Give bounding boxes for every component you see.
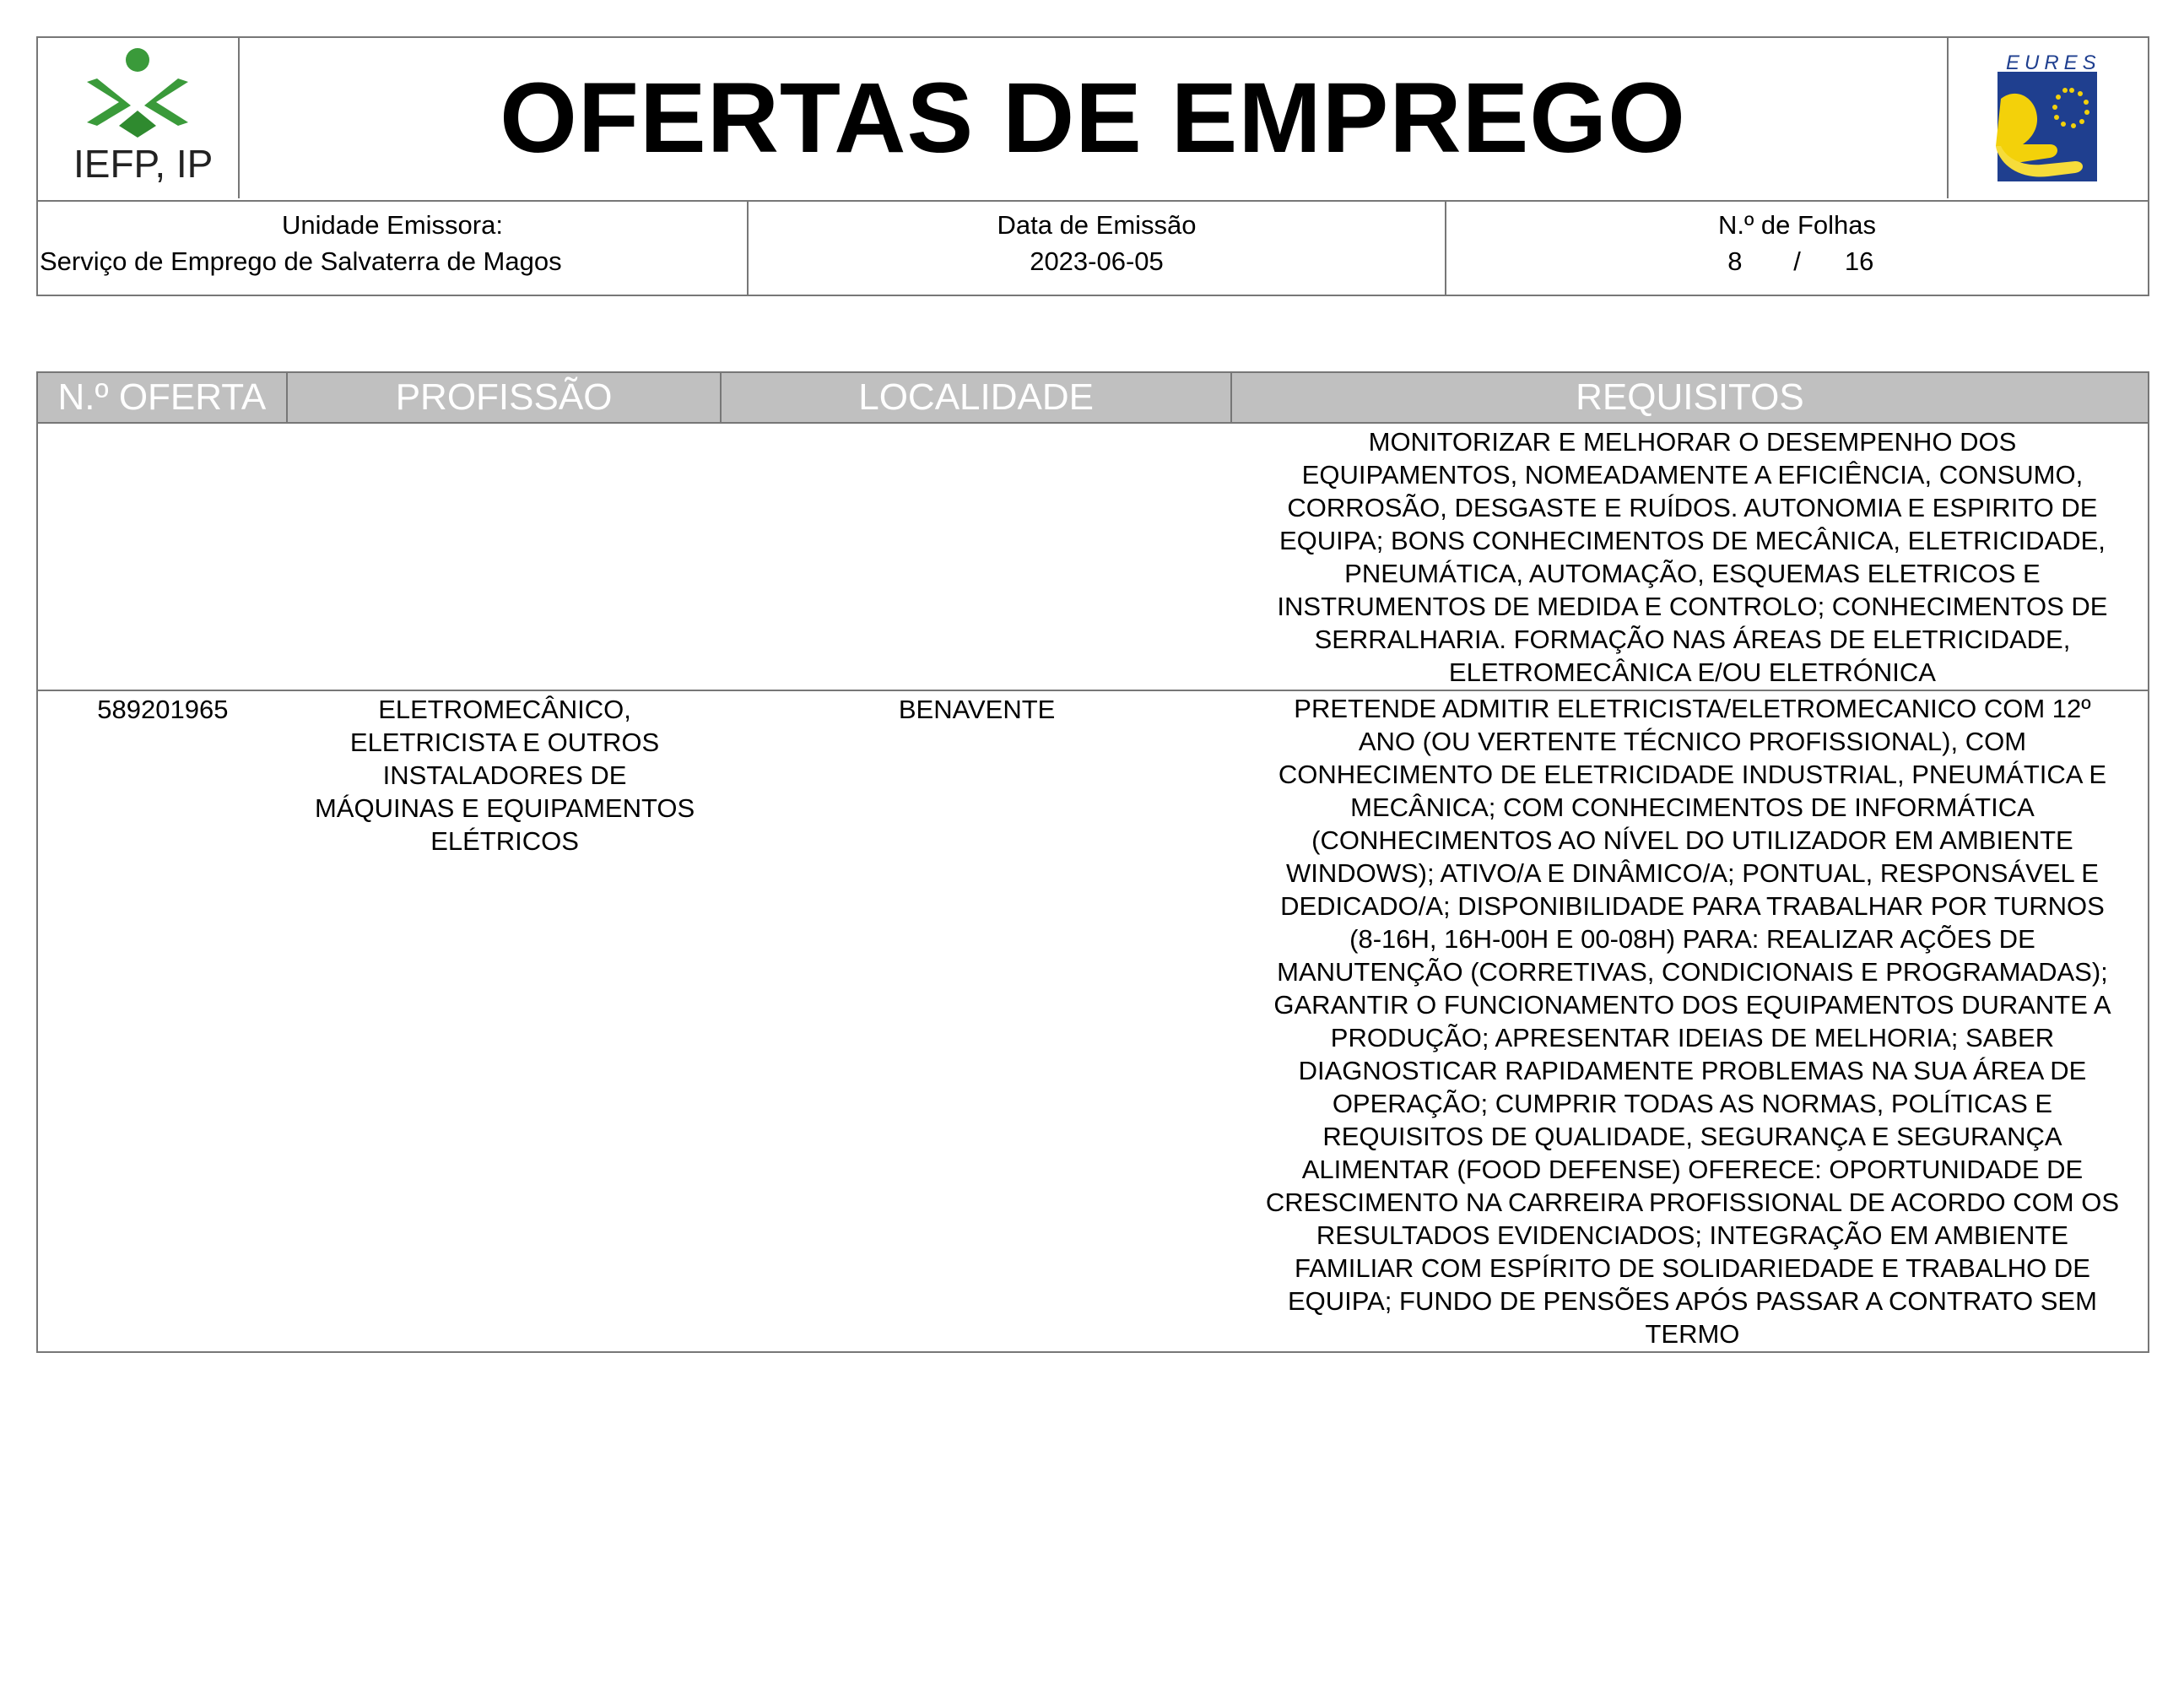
requirements-line: RESULTADOS EVIDENCIADOS; INTEGRAÇÃO EM AMBIENTE	[1316, 1220, 2068, 1250]
requirements-line: OPERAÇÃO; CUMPRIR TODAS AS NORMAS, POLÍTICAS E	[1332, 1089, 2053, 1118]
requirements-line: INSTRUMENTOS DE MEDIDA E CONTROLO; CONHECIMENTOS DE	[1277, 592, 2108, 621]
iefp-logo	[38, 38, 240, 198]
iefp-logo-text: IEFP, IP	[73, 142, 214, 186]
profession-line: ELÉTRICOS	[430, 826, 579, 856]
requirements-line: MONITORIZAR E MELHORAR O DESEMPENHO DOS	[1368, 427, 2017, 457]
date-label: Data de Emissão	[997, 210, 1197, 240]
header-title-row	[38, 38, 2148, 202]
document-header	[36, 36, 2149, 296]
location-cell: BENAVENTE	[898, 695, 1056, 724]
eures-logo	[1947, 38, 2148, 198]
profession-line: MÁQUINAS E EQUIPAMENTOS	[314, 793, 695, 823]
requirements-line: (CONHECIMENTOS AO NÍVEL DO UTILIZADOR EM AMBIENTE	[1311, 825, 2073, 855]
requirements-line: PNEUMÁTICA, AUTOMAÇÃO, ESQUEMAS ELETRICOS E	[1344, 559, 2041, 588]
profession-line: INSTALADORES DE	[382, 760, 627, 790]
table-header	[38, 373, 2148, 424]
column-header-location: LOCALIDADE	[722, 373, 1232, 422]
requirements-line: TERMO	[1645, 1319, 1740, 1349]
requirements-line: DIAGNOSTICAR RAPIDAMENTE PROBLEMAS NA SUA ÁREA DE	[1298, 1056, 2087, 1085]
offer-number-cell	[38, 424, 288, 690]
page-title: OFERTAS DE EMPREGO	[500, 62, 1686, 174]
sheet-current: 8	[1727, 246, 1743, 276]
table-row	[38, 424, 2148, 691]
issuer-cell	[38, 200, 749, 295]
requirements-line: MECÂNICA; COM CONHECIMENTOS DE INFORMÁTICA	[1350, 793, 2035, 822]
requirements-line: CORROSÃO, DESGASTE E RUÍDOS. AUTONOMIA E ESPIRITO DE	[1287, 493, 2098, 522]
column-header-offer: N.º OFERTA	[38, 373, 288, 422]
job-offers-table	[36, 371, 2149, 1353]
requirements-line: GARANTIR O FUNCIONAMENTO DOS EQUIPAMENTOS DURANTE A	[1273, 990, 2111, 1020]
issuer-value: Serviço de Emprego de Salvaterra de Magos	[40, 246, 562, 276]
requirements-line: CRESCIMENTO NA CARREIRA PROFISSIONAL DE ACORDO COM OS	[1265, 1188, 2119, 1217]
sheet-separator: /	[1793, 246, 1801, 276]
table-body	[38, 424, 2148, 1351]
profession-line: ELETRICISTA E OUTROS	[349, 728, 660, 757]
requirements-line: (8-16H, 16H-00H E 00-08H) PARA: REALIZAR AÇÕES DE	[1349, 924, 2035, 954]
date-cell	[749, 200, 1446, 295]
issuer-label: Unidade Emissora:	[282, 210, 503, 240]
requirements-line: EQUIPA; FUNDO DE PENSÕES APÓS PASSAR A CONTRATO SEM	[1287, 1286, 2097, 1316]
requirements-line: PRODUÇÃO; APRESENTAR IDEIAS DE MELHORIA; SABER	[1330, 1023, 2055, 1052]
profession-cell	[288, 691, 722, 1351]
profession-cell	[288, 424, 722, 690]
requirements-line: ELETROMECÂNICA E/OU ELETRÓNICA	[1448, 657, 1936, 687]
column-header-requirements: REQUISITOS	[1576, 376, 1804, 418]
date-value: 2023-06-05	[1030, 246, 1164, 276]
requirements-line: CONHECIMENTO DE ELETRICIDADE INDUSTRIAL, PNEUMÁTICA E	[1278, 760, 2107, 789]
requirements-cell	[1232, 424, 2148, 690]
requirements-line: EQUIPA; BONS CONHECIMENTOS DE MECÂNICA, ELETRICIDADE,	[1279, 526, 2106, 555]
offer-number-cell: 589201965	[97, 695, 229, 724]
location-cell	[722, 424, 1232, 690]
requirements-line: ALIMENTAR (FOOD DEFENSE) OFERECE: OPORTUNIDADE DE	[1301, 1155, 2084, 1184]
requirements-line: EQUIPAMENTOS, NOMEADAMENTE A EFICIÊNCIA, CONSUMO,	[1301, 460, 2084, 490]
requirements-line: PRETENDE ADMITIR ELETRICISTA/ELETROMECANICO COM 12º	[1294, 694, 2091, 723]
sheets-value	[1446, 246, 2148, 277]
column-header-profession: PROFISSÃO	[288, 373, 722, 422]
eures-logo-text: EURES	[2006, 51, 2101, 74]
requirements-line: FAMILIAR COM ESPÍRITO DE SOLIDARIEDADE E TRABALHO DE	[1295, 1253, 2090, 1283]
table-row	[38, 691, 2148, 1351]
requirements-line: MANUTENÇÃO (CORRETIVAS, CONDICIONAIS E PROGRAMADAS);	[1277, 957, 2108, 987]
requirements-line: WINDOWS); ATIVO/A E DINÂMICO/A; PONTUAL, RESPONSÁVEL E	[1285, 858, 2099, 888]
profession-line: ELETROMECÂNICO,	[378, 695, 631, 724]
requirements-line: ANO (OU VERTENTE TÉCNICO PROFISSIONAL), COM	[1358, 727, 2027, 756]
requirements-line: DEDICADO/A; DISPONIBILIDADE PARA TRABALHAR POR TURNOS	[1280, 891, 2105, 921]
sheets-cell	[1446, 200, 2148, 295]
requirements-line: REQUISITOS DE QUALIDADE, SEGURANÇA E SEGURANÇA	[1322, 1122, 2062, 1151]
sheet-total: 16	[1844, 246, 1874, 276]
sheets-label: N.º de Folhas	[1717, 210, 1877, 240]
requirements-cell	[1232, 691, 2148, 1351]
header-meta-row	[38, 200, 2148, 295]
requirements-line: SERRALHARIA. FORMAÇÃO NAS ÁREAS DE ELETRICIDADE,	[1314, 625, 2071, 654]
